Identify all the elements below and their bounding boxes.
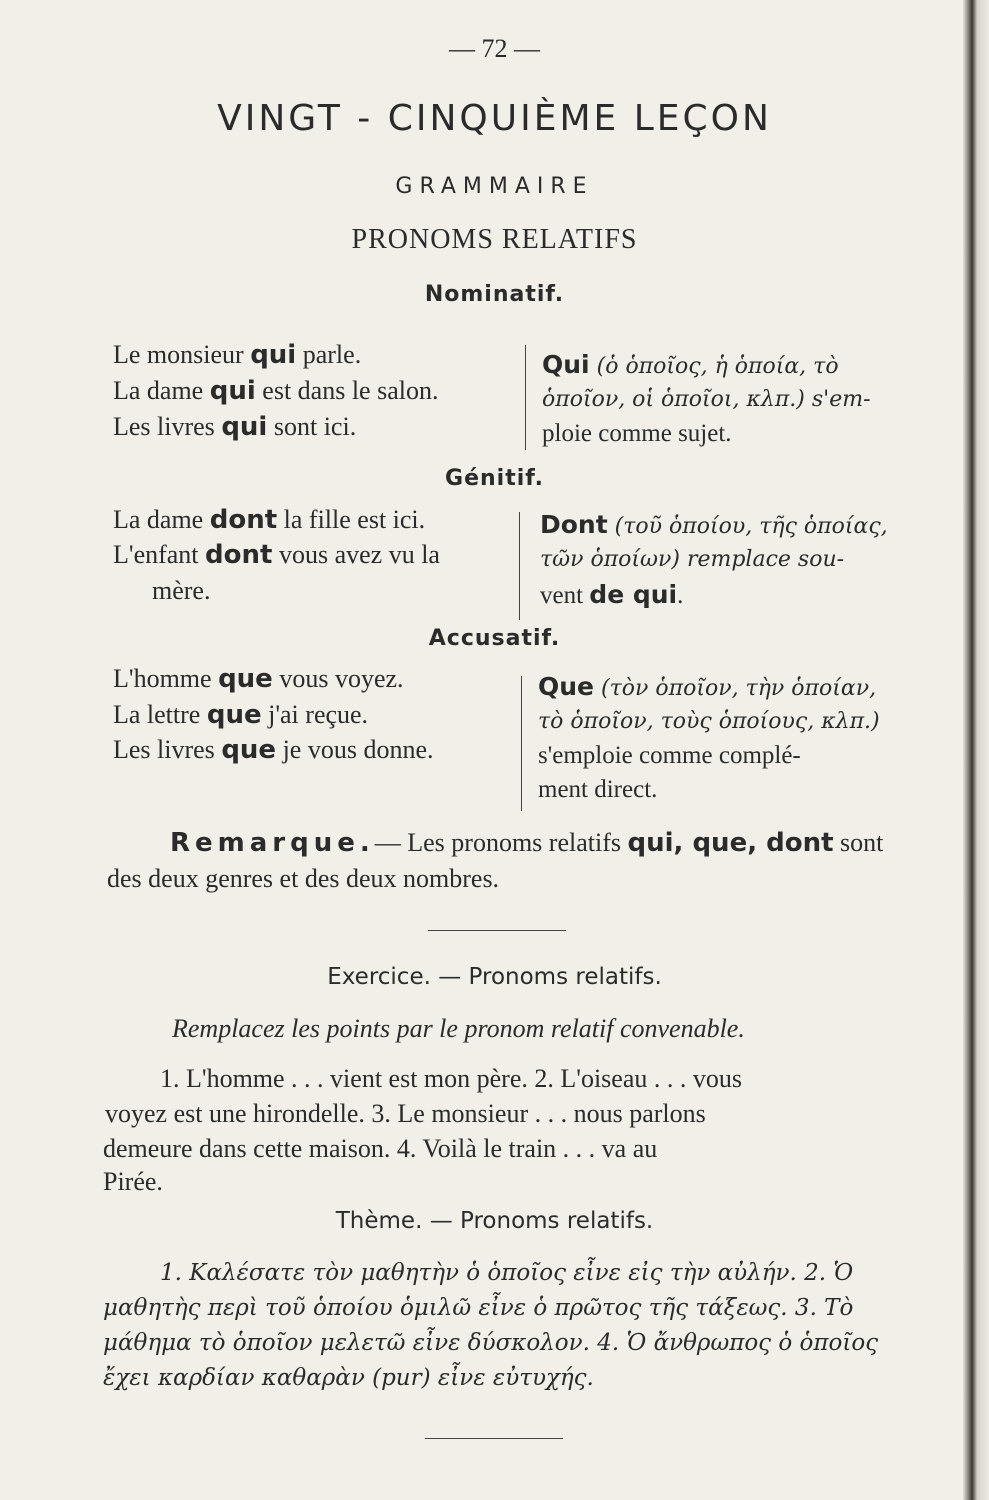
accusatif-rule-2: τὸ ὁποῖον, τοὺς ὁποίους, κλπ.) xyxy=(538,709,880,734)
nominatif-example-2: La dame qui est dans le salon. xyxy=(113,376,439,406)
topic-title: PRONOMS RELATIFS xyxy=(351,224,638,255)
divider-rule xyxy=(425,1438,563,1439)
genitif-rule-3: vent de qui. xyxy=(540,580,684,609)
exercice-instruction: Remplacez les points par le pronom relatif convenable. xyxy=(172,1014,745,1043)
nominatif-example-1: Le monsieur qui parle. xyxy=(113,340,362,370)
accusatif-example-2: La lettre que j'ai reçue. xyxy=(113,700,369,730)
accusatif-rule-1: Que (τὸν ὁποῖον, τὴν ὁποίαν, xyxy=(538,672,877,701)
theme-line-1: 1. Καλέσατε τὸν μαθητὴν ὁ ὁποῖος εἶνε εἰς τὴν αὐλήν. 2. Ὁ xyxy=(160,1260,854,1286)
divider-rule xyxy=(428,930,566,931)
nominatif-rule-3: ploie comme sujet. xyxy=(542,420,732,447)
accusatif-heading: Accusatif. xyxy=(428,626,561,651)
theme-line-3: μάθημα τὸ ὁποῖον μελετῶ εἶνε δύσκολον. 4. Ὁ ἄνθρωπος ὁ ὁποῖος xyxy=(103,1330,879,1356)
accusatif-example-1: L'homme que vous voyez. xyxy=(113,664,404,694)
theme-heading: Thème. — Pronoms relatifs. xyxy=(335,1208,654,1234)
lesson-title: VINGT - CINQUIÈME LEÇON xyxy=(217,98,772,139)
column-divider xyxy=(525,345,526,450)
exercice-line-2: voyez est une hirondelle. 3. Le monsieur . . . nous parlons xyxy=(105,1099,706,1128)
theme-line-4: ἔχει καρδίαν καθαρὰν (pur) εἶνε εὐτυχής. xyxy=(103,1365,594,1391)
column-divider xyxy=(519,512,520,620)
exercice-line-1: 1. L'homme . . . vient est mon père. 2. L'oiseau . . . vous xyxy=(160,1064,742,1093)
nominatif-rule-2: ὁποῖον, οἱ ὁποῖοι, κλπ.) s'em- xyxy=(542,387,871,412)
theme-line-2: μαθητὴς περὶ τοῦ ὁποίου ὁμιλῶ εἶνε ὁ πρῶτος τῆς τάξεως. 3. Τὸ xyxy=(103,1295,854,1321)
remarque-line-2: des deux genres et des deux nombres. xyxy=(107,864,500,893)
remarque-line-1: Remarque.— Les pronoms relatifs qui, que, dont sont xyxy=(170,828,884,858)
genitif-example-1: La dame dont la fille est ici. xyxy=(113,505,426,535)
accusatif-example-3: Les livres que je vous donne. xyxy=(113,735,434,765)
section-title: GRAMMAIRE xyxy=(395,174,594,199)
exercice-heading: Exercice. — Pronoms relatifs. xyxy=(327,964,662,990)
column-divider xyxy=(521,676,522,811)
genitif-rule-1: Dont (τοῦ ὁποίου, τῆς ὁποίας, xyxy=(540,510,888,539)
page-number: — 72 — xyxy=(449,34,540,63)
accusatif-rule-3: s'emploie comme complé- xyxy=(538,742,801,769)
nominatif-rule-1: Qui (ὁ ὁποῖος, ἡ ὁποία, τὸ xyxy=(542,350,839,379)
nominatif-example-3: Les livres qui sont ici. xyxy=(113,412,357,442)
genitif-heading: Génitif. xyxy=(445,466,544,491)
genitif-example-2: L'enfant dont vous avez vu la xyxy=(113,540,440,570)
exercice-line-4: Pirée. xyxy=(103,1167,163,1196)
genitif-example-3: mère. xyxy=(152,576,211,605)
accusatif-rule-4: ment direct. xyxy=(538,776,658,803)
exercice-line-3: demeure dans cette maison. 4. Voilà le train . . . va au xyxy=(103,1134,658,1163)
nominatif-heading: Nominatif. xyxy=(424,282,565,307)
genitif-rule-2: τῶν ὁποίων) remplace sou- xyxy=(540,547,845,572)
